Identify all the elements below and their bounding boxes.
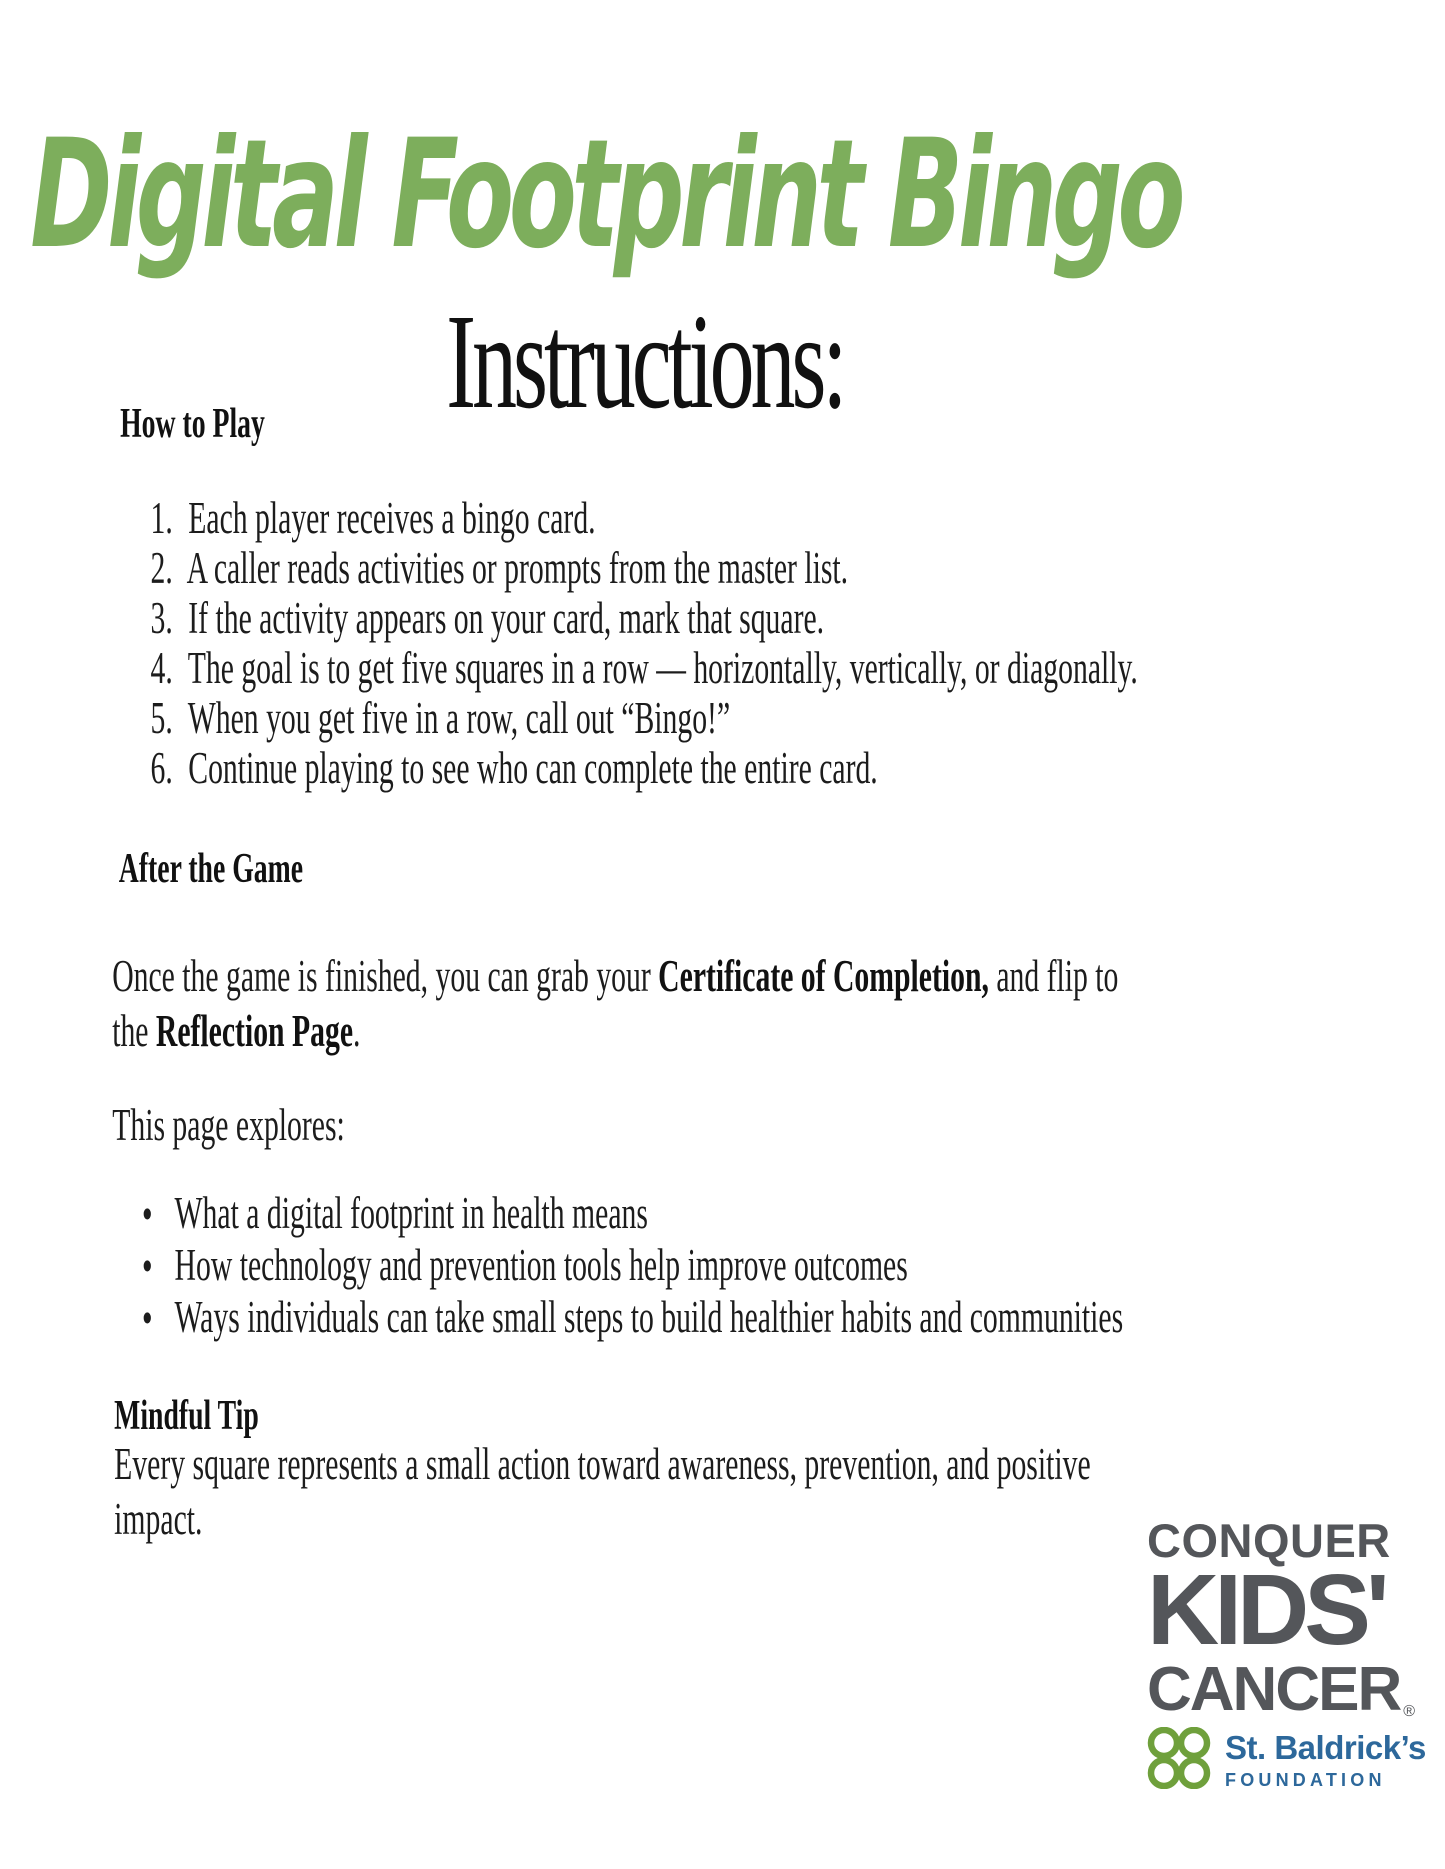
logo-word-conquer: CONQUER <box>1147 1514 1391 1567</box>
page-subtitle: Instructions: <box>446 287 844 437</box>
paragraph-text: impact. <box>114 1494 203 1544</box>
list-item-number: 2. <box>150 543 173 593</box>
bullet-icon: • <box>139 1193 155 1237</box>
list-item-text: Continue playing to see who can complete the entire card. <box>188 743 878 793</box>
foundation-word: FOUNDATION <box>1225 1770 1386 1790</box>
list-item-text: The goal is to get five squares in a row — horizontally, vertically, or diagonally. <box>187 643 1138 693</box>
list-item-number: 5. <box>150 693 173 743</box>
list-item-number: 1. <box>150 493 173 543</box>
list-item <box>150 593 1137 643</box>
paragraph-text: the <box>112 1006 156 1056</box>
conquer-kids-cancer-logo <box>1147 1505 1437 1805</box>
after-the-game-paragraph <box>112 949 1118 1059</box>
logo-word-cancer-text: CANCER <box>1147 1655 1401 1724</box>
list-item <box>150 493 1137 543</box>
certificate-of-completion-bold: Certificate of Completion, <box>658 951 989 1001</box>
st-baldricks-lockup <box>1147 1727 1426 1789</box>
list-item <box>150 743 1137 793</box>
reflection-page-bold: Reflection Page <box>155 1006 354 1056</box>
list-item <box>150 643 1137 693</box>
list-item-text: Each player receives a bingo card. <box>188 493 596 543</box>
mindful-tip-heading: Mindful Tip <box>114 1393 259 1439</box>
bullet-text: What a digital footprint in health means <box>174 1188 648 1238</box>
bullet-text: Ways individuals can take small steps to build healthier habits and communities <box>174 1292 1124 1342</box>
sb-clover-icon <box>1147 1727 1213 1789</box>
paragraph-text: Once the game is finished, you can grab your <box>112 951 659 1001</box>
explores-intro: This page explores: <box>112 1100 345 1150</box>
mindful-tip-paragraph <box>114 1437 1090 1547</box>
st-baldricks-name: St. Baldrick’s <box>1225 1729 1426 1766</box>
list-item <box>150 693 1137 743</box>
logo-word-cancer <box>1147 1655 1416 1724</box>
bullet-item <box>140 1188 1123 1240</box>
logo-word-kids: KIDS' <box>1147 1554 1385 1666</box>
how-to-play-list <box>150 493 1137 793</box>
explores-bullet-list <box>140 1188 1123 1344</box>
list-item-number: 3. <box>150 593 173 643</box>
paragraph-text: . <box>353 1006 361 1056</box>
bullet-icon: • <box>139 1297 155 1341</box>
bullet-text: How technology and prevention tools help improve outcomes <box>174 1240 908 1290</box>
list-item-number: 4. <box>150 643 173 693</box>
list-item-text: When you get five in a row, call out “Bingo!” <box>187 693 731 743</box>
list-item-text: If the activity appears on your card, mark that square. <box>188 593 825 643</box>
bullet-icon: • <box>139 1245 155 1289</box>
how-to-play-heading: How to Play <box>120 401 265 447</box>
bullet-item <box>140 1292 1123 1344</box>
list-item-number: 6. <box>150 743 173 793</box>
paragraph-text: Every square represents a small action toward awareness, prevention, and positive <box>114 1439 1091 1489</box>
paragraph-text: and flip to <box>988 951 1119 1001</box>
registered-trademark-icon: ® <box>1403 1703 1416 1720</box>
bullet-item <box>140 1240 1123 1292</box>
list-item <box>150 543 1137 593</box>
list-item-text: A caller reads activities or prompts from the master list. <box>186 543 849 593</box>
page-title: Digital Footprint Bingo <box>30 108 1181 282</box>
after-the-game-heading: After the Game <box>118 846 304 892</box>
st-baldricks-text <box>1225 1727 1426 1789</box>
